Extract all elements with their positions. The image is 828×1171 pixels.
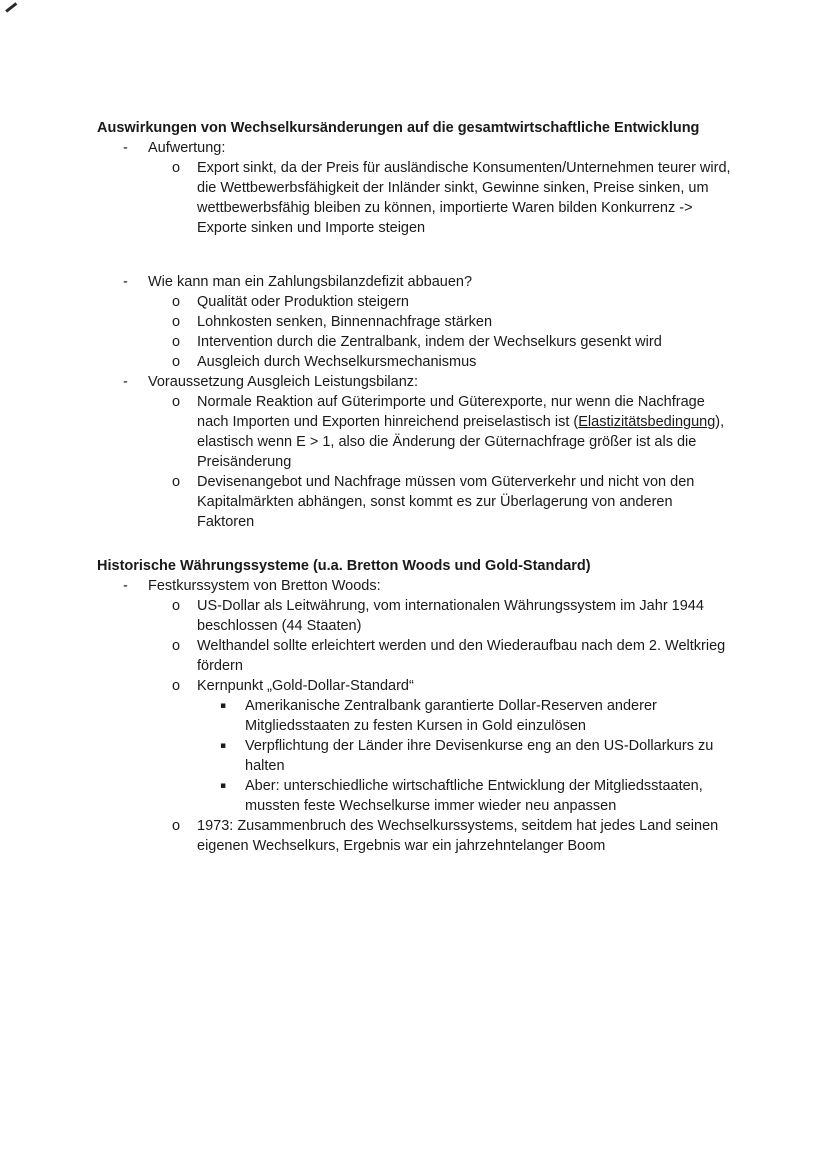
list-item xyxy=(172,472,731,532)
dash-bullet-icon: - xyxy=(123,274,128,290)
square-bullet-icon: ▪ xyxy=(220,781,227,791)
circle-bullet-icon: o xyxy=(172,314,181,330)
list-item xyxy=(172,332,731,352)
circle-bullet-icon: o xyxy=(172,818,181,834)
list-item xyxy=(220,776,731,816)
list-item-text: Voraussetzung Ausgleich Leistungsbilanz: xyxy=(148,374,419,390)
list-item xyxy=(172,596,731,636)
list-item xyxy=(123,372,731,392)
list-item-text: Ausgleich durch Wechselkursmechanismus xyxy=(197,354,477,370)
square-bullet-icon: ▪ xyxy=(220,741,227,751)
circle-bullet-icon: o xyxy=(172,294,181,310)
dash-bullet-icon: - xyxy=(123,578,128,594)
circle-bullet-icon: o xyxy=(172,474,181,490)
list-item-text: Amerikanische Zentralbank garantierte Dollar-Reserven anderer Mitgliedsstaaten zu festen Kursen in Gold einzulösen xyxy=(245,698,657,734)
list-item xyxy=(220,736,731,776)
list-item-text: Intervention durch die Zentralbank, indem der Wechselkurs gesenkt wird xyxy=(197,334,662,350)
section-historical-currency-systems xyxy=(97,556,731,856)
list-item-text: Festkurssystem von Bretton Woods: xyxy=(148,578,381,594)
list-item xyxy=(172,158,731,238)
list-item-text: Aufwertung: xyxy=(148,140,226,156)
list-item xyxy=(172,676,731,696)
list-item xyxy=(123,576,731,596)
circle-bullet-icon: o xyxy=(172,678,181,694)
list-item-text: Qualität oder Produktion steigern xyxy=(197,294,409,310)
list-item-text: Devisenangebot und Nachfrage müssen vom Güterverkehr und nicht von den Kapitalmärkten abhängen, sonst kommt es zur Überlagerung von anderen Faktoren xyxy=(197,474,695,530)
circle-bullet-icon: o xyxy=(172,394,181,410)
list-item-text: Lohnkosten senken, Binnennachfrage stärken xyxy=(197,314,493,330)
circle-bullet-icon: o xyxy=(172,638,181,654)
list-item xyxy=(123,272,731,292)
circle-bullet-icon: o xyxy=(172,598,181,614)
list-item-text: Wie kann man ein Zahlungsbilanzdefizit abbauen? xyxy=(148,274,473,290)
section-exchange-rate-effects xyxy=(97,118,731,532)
list-item-text: Aber: unterschiedliche wirtschaftliche Entwicklung der Mitgliedsstaaten, mussten feste Wechselkurse immer wieder neu anpassen xyxy=(245,778,703,814)
list-item xyxy=(172,636,731,676)
list-item-text-post: ), elastisch wenn E > 1, also die Änderung der Güternachfrage größer ist als die Preisänderung xyxy=(197,414,725,470)
circle-bullet-icon: o xyxy=(172,334,181,350)
section-heading: Historische Währungssysteme (u.a. Bretton Woods und Gold-Standard) xyxy=(97,558,591,574)
list-item xyxy=(172,392,731,472)
list-item xyxy=(172,312,731,332)
list-item-text: Export sinkt, da der Preis für ausländische Konsumenten/Unternehmen teurer wird, die Wettbewerbsfähigkeit der Inländer sinkt, Gewinne sinken, Preise sinken, um wettbewerbsfähig bleiben zu können, importierte Waren bilden Konkurrenz -> Exporte sinken und Importe steigen xyxy=(197,160,731,236)
underlined-term: Elastizitätsbedingung xyxy=(578,414,716,430)
list-item-text-pre: Normale Reaktion auf Güterimporte und Güterexporte, nur wenn die Nachfrage nach Importen und Exporten hinreichend preiselastisch ist ( xyxy=(197,394,705,430)
list-item-text: 1973: Zusammenbruch des Wechselkurssystems, seitdem hat jedes Land seinen eigenen Wechselkurs, Ergebnis war ein jahrzehntelanger Boom xyxy=(197,818,719,854)
section-heading: Auswirkungen von Wechselkursänderungen auf die gesamtwirtschaftliche Entwicklung xyxy=(97,120,700,136)
list-item xyxy=(220,696,731,736)
list-item-text: US-Dollar als Leitwährung, vom internationalen Währungssystem im Jahr 1944 beschlossen (44 Staaten) xyxy=(197,598,704,634)
list-item-text xyxy=(197,392,731,472)
circle-bullet-icon: o xyxy=(172,160,181,176)
list-item-text: Welthandel sollte erleichtert werden und den Wiederaufbau nach dem 2. Weltkrieg fördern xyxy=(197,638,726,674)
square-bullet-icon: ▪ xyxy=(220,701,227,711)
list-item xyxy=(172,352,731,372)
dash-bullet-icon: - xyxy=(123,140,128,156)
circle-bullet-icon: o xyxy=(172,354,181,370)
list-item xyxy=(172,816,731,856)
list-item-text: Kernpunkt „Gold-Dollar-Standard“ xyxy=(197,678,414,694)
corner-artifact-icon xyxy=(5,2,17,12)
list-item xyxy=(123,138,731,158)
dash-bullet-icon: - xyxy=(123,374,128,390)
list-item xyxy=(172,292,731,312)
list-item-text: Verpflichtung der Länder ihre Devisenkurse eng an den US-Dollarkurs zu halten xyxy=(245,738,714,774)
